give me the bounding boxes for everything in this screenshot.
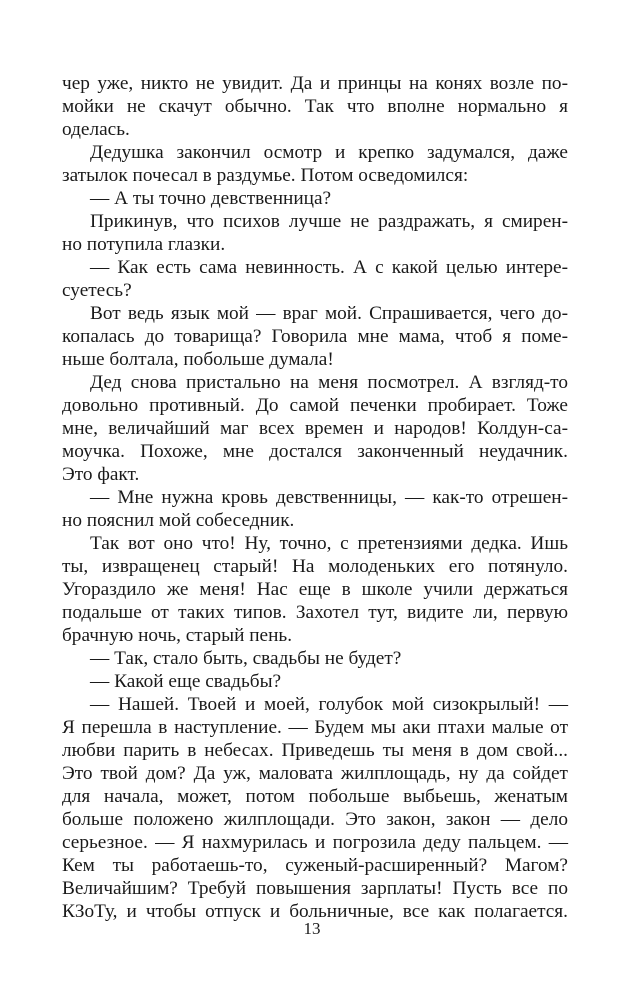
text-line: КЗоТу, и чтобы отпуск и больничные, все как полагается. <box>62 901 568 922</box>
text-line: Это факт. <box>62 464 140 485</box>
text-line: Угораздило же меня! Нас еще в школе учили держаться <box>62 579 568 600</box>
text-line: любви парить в небесах. Приведешь ты меня в дом свой... <box>62 740 568 761</box>
text-line: но пояснил мой собеседник. <box>62 510 295 531</box>
text-line: копалась до товарища? Говорила мне мама, чтоб я поме- <box>62 326 568 347</box>
text-line: — Так, стало быть, свадьбы не будет? <box>90 648 402 669</box>
text-line: подальше от таких типов. Захотел тут, видите ли, первую <box>62 602 568 623</box>
page-number: 13 <box>303 919 321 938</box>
text-line: мойки не скачут обычно. Так что вполне нормально я <box>62 96 568 117</box>
text-line: Я перешла в наступление. — Будем мы аки птахи малые от <box>62 717 568 738</box>
text-line: ньше болтала, побольше думала! <box>62 349 334 370</box>
text-line: мне, величайший маг всех времен и народов! Колдун-са- <box>62 418 568 439</box>
text-line: больше положено жилплощади. Это закон, закон — дело <box>62 809 568 830</box>
text-line: Так вот оно что! Ну, точно, с претензиями дедка. Ишь <box>90 533 568 554</box>
text-line: Величайшим? Требуй повышения зарплаты! Пусть все по <box>62 878 568 899</box>
text-line: Это твой дом? Да уж, маловата жилплощадь, ну да сойдет <box>62 763 568 784</box>
text-line: Кем ты работаешь-то, суженый-расширенный? Магом? <box>62 855 568 876</box>
text-line: Дед снова пристально на меня посмотрел. А взгляд-то <box>90 372 568 393</box>
text-line: — Какой еще свадьбы? <box>90 671 282 692</box>
text-line: Вот ведь язык мой — враг мой. Спрашивается, чего до- <box>90 303 568 324</box>
text-line: суетесь? <box>62 280 132 301</box>
body-text <box>62 72 568 923</box>
text-line: но потупила глазки. <box>62 234 226 255</box>
text-line: Дедушка закончил осмотр и крепко задумался, даже <box>90 142 568 163</box>
text-line: — Как есть сама невинность. А с какой целью интере- <box>90 257 568 278</box>
text-line: ты, извращенец старый! На молоденьких его потянуло. <box>62 556 568 577</box>
text-line: затылок почесал в раздумье. Потом осведомился: <box>62 165 469 186</box>
text-line: для начала, может, потом побольше выбьешь, женатым <box>62 786 568 807</box>
text-line: чер уже, никто не увидит. Да и принцы на конях возле по- <box>62 73 568 94</box>
text-line: — Нашей. Твоей и моей, голубок мой сизокрылый! — <box>90 694 568 715</box>
text-line: — Мне нужна кровь девственницы, — как-то отрешен- <box>90 487 568 508</box>
text-line: брачную ночь, старый пень. <box>62 625 293 646</box>
text-line: оделась. <box>62 119 130 140</box>
text-line: серьезное. — Я нахмурилась и погрозила деду пальцем. — <box>62 832 568 853</box>
text-line: довольно противный. До самой печенки пробирает. Тоже <box>62 395 568 416</box>
text-line: Прикинув, что психов лучше не раздражать, я смирен- <box>90 211 568 232</box>
text-line: — А ты точно девственница? <box>90 188 332 209</box>
text-line: моучка. Похоже, мне достался законченный неудачник. <box>62 441 568 462</box>
